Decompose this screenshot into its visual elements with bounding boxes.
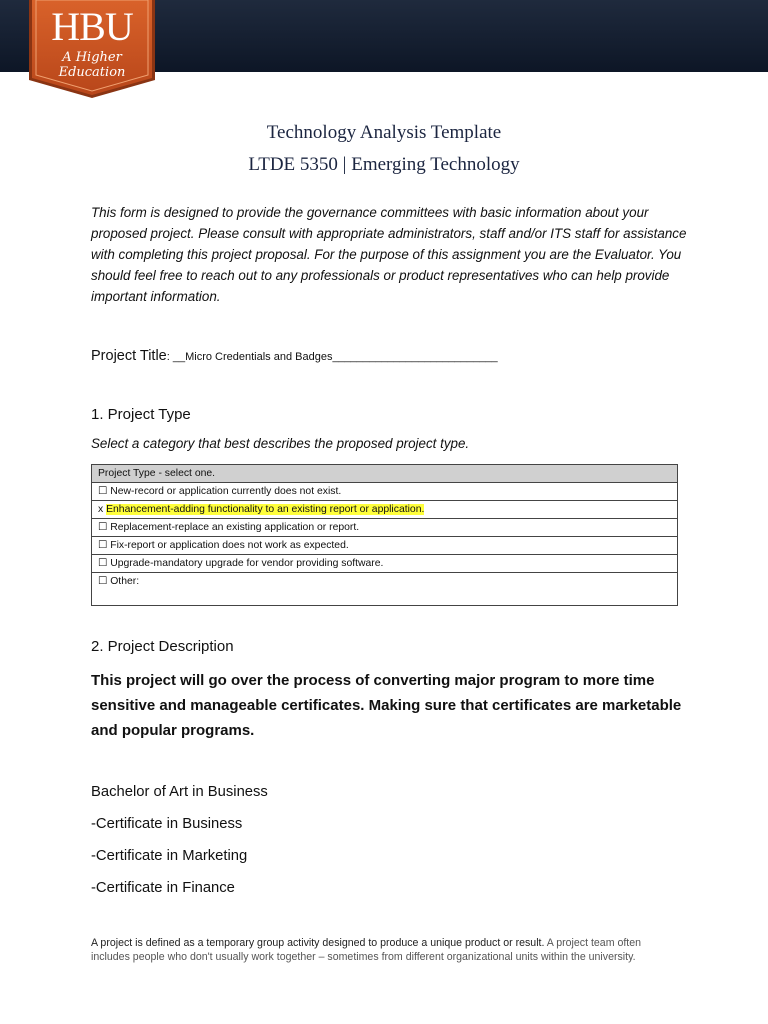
checkbox-icon[interactable]: ☐ <box>98 486 108 497</box>
table-row[interactable] <box>92 573 678 606</box>
degree-item: -Certificate in Finance <box>91 880 235 896</box>
checkbox-icon[interactable]: ☐ <box>98 576 108 587</box>
project-description: This project will go over the process of converting major program to more time sensitive and manageable certificates. Making sure that certificates are marketable and popular programs. <box>91 672 682 739</box>
footnote-definition: A project is defined as a temporary group activity designed to produce a unique product or result. <box>91 937 545 949</box>
project-title-label: Project Title <box>91 348 167 364</box>
document-subtitle: LTDE 5350 | Emerging Technology <box>248 154 520 175</box>
project-type-instruction: Select a category that best describes the proposed project type. <box>91 436 470 451</box>
option-label: Fix-report or application does not work as expected. <box>110 540 349 551</box>
checkbox-icon[interactable]: ☐ <box>98 540 108 551</box>
document-title: Technology Analysis Template <box>266 122 502 143</box>
table-row[interactable] <box>92 519 678 537</box>
option-label-selected: Enhancement-adding functionality to an existing report or application. <box>106 504 425 515</box>
table-header-cell: Project Type - select one. <box>92 465 678 483</box>
logo-text: HBU <box>51 4 133 49</box>
project-title-field <box>91 348 691 364</box>
footnote-team-note: A project team often includes people who don't usually work together – sometimes from different organizational units within the university. <box>91 937 642 963</box>
logo-tagline: A Higher Education <box>58 50 126 80</box>
checked-mark[interactable]: x <box>98 504 104 515</box>
table-row[interactable] <box>92 537 678 555</box>
option-label: Other: <box>110 576 140 587</box>
table-row[interactable] <box>92 501 678 519</box>
table-row[interactable] <box>92 555 678 573</box>
option-label: New-record or application currently does not exist. <box>110 486 342 497</box>
degree-item: -Certificate in Marketing <box>91 848 248 864</box>
hbu-logo[interactable] <box>27 0 157 100</box>
degree-item: -Certificate in Business <box>91 816 243 832</box>
intro-paragraph: This form is designed to provide the governance committees with basic information about your proposed project. Please consult with appropriate administrators, staff and/or ITS staff for assistance with completing this project proposal. For the purpose of this assignment you are the Evaluator. You should feel free to reach out to any professionals or product representatives who can help provide important information. <box>91 205 687 304</box>
table-header-row <box>92 465 678 483</box>
section-project-description-heading: 2. Project Description <box>91 638 234 655</box>
project-definition-footnote <box>91 937 671 964</box>
option-label: Upgrade-mandatory upgrade for vendor providing software. <box>110 558 384 569</box>
checkbox-icon[interactable]: ☐ <box>98 522 108 533</box>
checkbox-icon[interactable]: ☐ <box>98 558 108 569</box>
table-row[interactable] <box>92 483 678 501</box>
section-project-type-heading: 1. Project Type <box>91 406 191 423</box>
option-label: Replacement-replace an existing application or report. <box>110 522 360 533</box>
degree-item: Bachelor of Art in Business <box>91 784 268 800</box>
project-title-value[interactable]: : __Micro Credentials and Badges___________________________ <box>166 351 498 363</box>
project-type-table <box>91 464 678 606</box>
